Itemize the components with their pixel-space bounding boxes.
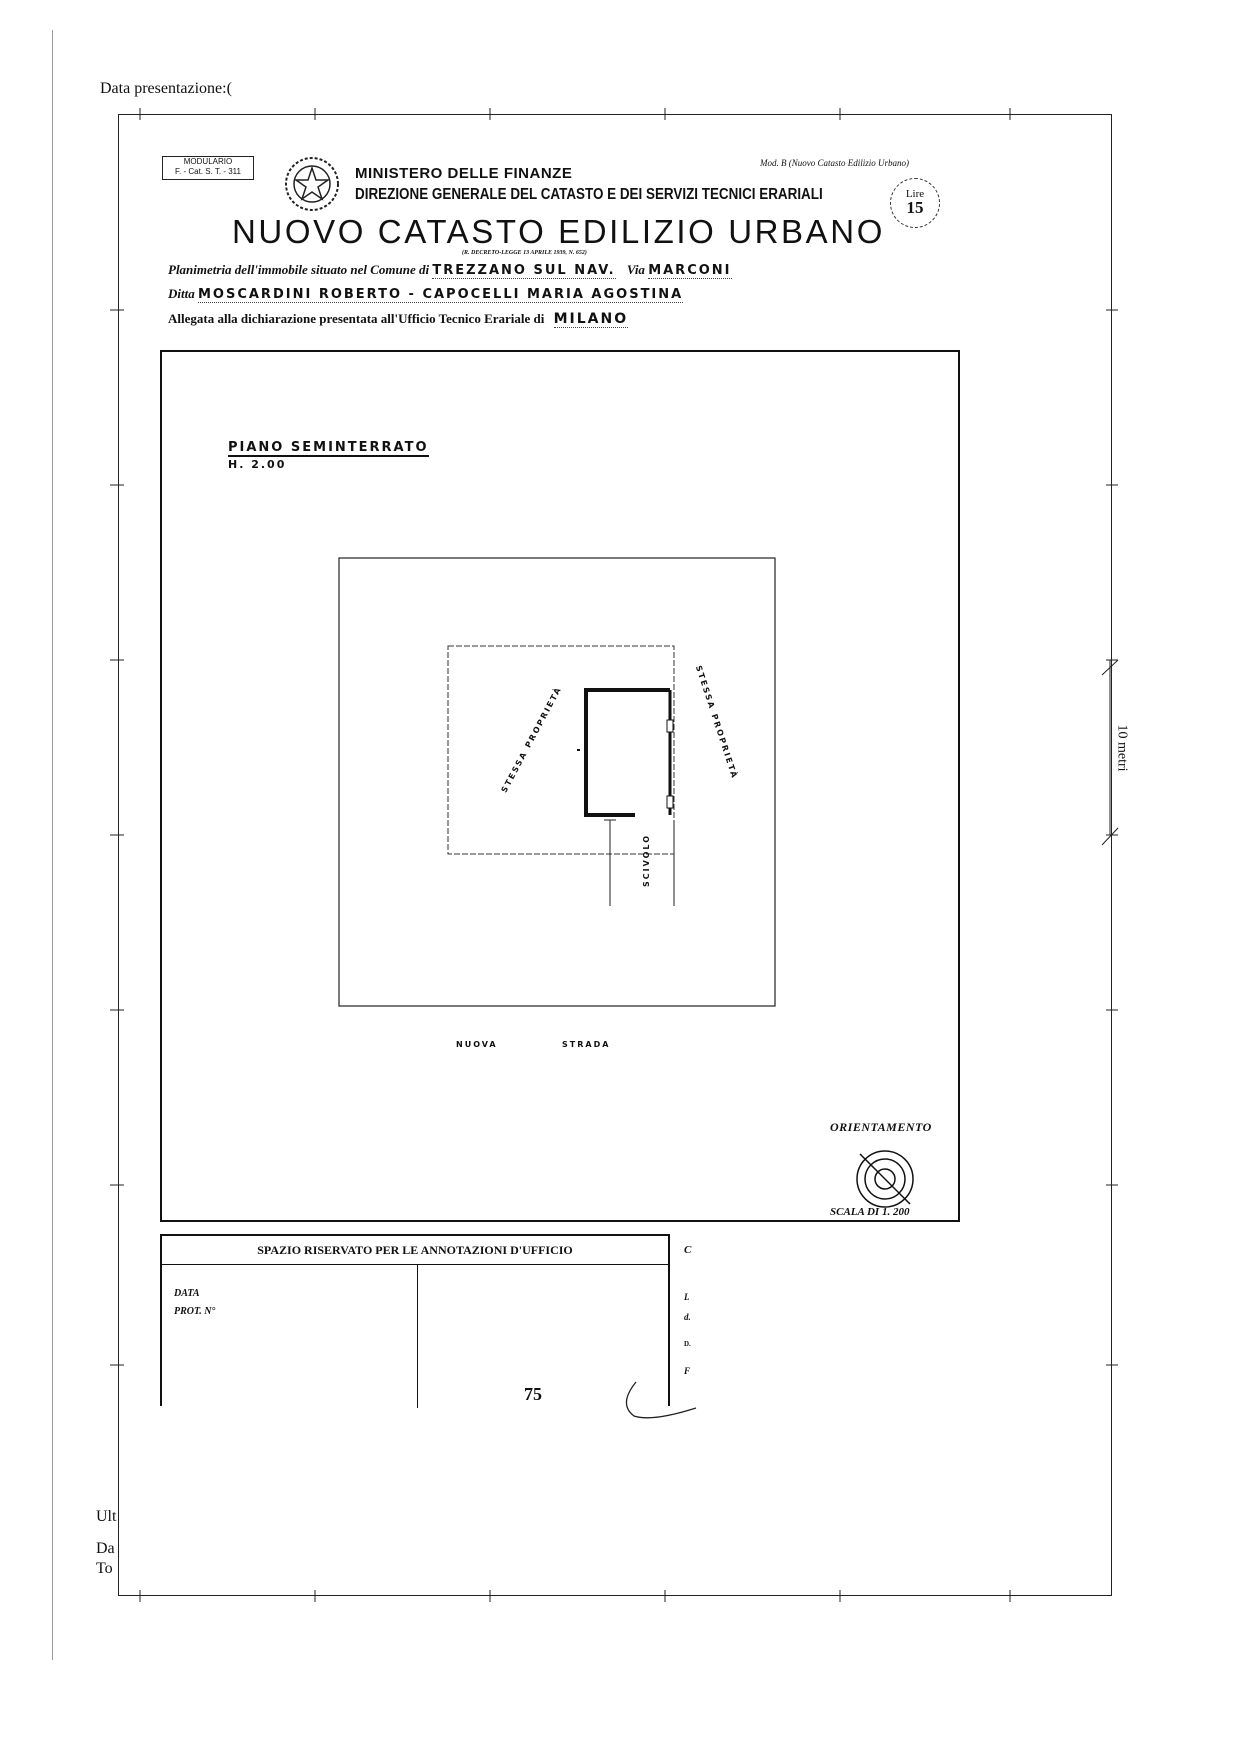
ditta-label: Ditta: [168, 286, 195, 301]
right-col-c: C: [684, 1244, 692, 1256]
signature-mark: [612, 1376, 702, 1436]
mod-b-label: Mod. B (Nuovo Catasto Edilizio Urbano): [760, 158, 909, 168]
annotazioni-table: [160, 1234, 670, 1406]
plan-frame: [160, 350, 960, 1222]
allegata-label: Allegata alla dichiarazione presentata all'Ufficio Tecnico Erariale di: [168, 311, 545, 326]
data-label: DATA: [174, 1288, 200, 1299]
stessa-proprieta-left: STESSA PROPRIETÀ: [499, 684, 564, 795]
strada-label: STRADA: [562, 1040, 611, 1049]
altezza-label: H. 2.00: [228, 458, 287, 471]
ufficio-value: MILANO: [553, 311, 629, 327]
modulario-label: MODULARIO: [183, 157, 233, 166]
right-col-d2: D.: [684, 1340, 691, 1348]
document-title: NUOVO CATASTO EDILIZIO URBANO: [232, 213, 885, 250]
planimetria-label: Planimetria dell'immobile situato nel Comune di: [168, 262, 430, 277]
orientamento-label: ORIENTAMENTO: [830, 1120, 932, 1134]
via-value: MARCONI: [648, 263, 732, 278]
planimetria-row: [168, 262, 732, 278]
lire-value: 15: [906, 198, 924, 217]
data-presentazione-label: Data presentazione:(: [100, 80, 232, 97]
footer-ult: Ult: [96, 1508, 117, 1525]
allegata-row: [168, 311, 628, 327]
right-col-d: d.: [684, 1312, 691, 1322]
nuova-label: NUOVA: [456, 1040, 498, 1049]
stamp-number: 75: [524, 1384, 542, 1404]
ministero-label: MINISTERO DELLE FINANZE: [355, 165, 573, 182]
republic-emblem-icon: [282, 154, 342, 214]
annotazioni-header: SPAZIO RISERVATO PER LE ANNOTAZIONI D'UFFICIO: [162, 1236, 668, 1265]
right-col-f: F: [684, 1366, 691, 1376]
footer-tot: To: [96, 1560, 113, 1577]
right-col-l: L: [684, 1292, 690, 1302]
prot-label: PROT. N°: [174, 1306, 216, 1317]
via-label: Via: [626, 262, 645, 277]
lire-label: Lire: [905, 188, 925, 200]
piano-label: PIANO SEMINTERRATO: [228, 440, 429, 455]
footer-dat: Da: [96, 1540, 115, 1557]
scivolo-label: SCIVOLO: [642, 833, 652, 888]
scala-label: SCALA DI 1. 200: [830, 1206, 910, 1218]
compass-icon: [850, 1144, 920, 1214]
annotazioni-divider: [417, 1264, 418, 1408]
comune-value: TREZZANO SUL NAV.: [432, 263, 616, 278]
lire-stamp: [890, 178, 940, 228]
scale-bar-label: 10 metri: [1114, 724, 1130, 772]
decreto-label: (R. DECRETO-LEGGE 13 APRILE 1939, N. 652): [462, 250, 587, 256]
modulario-box: [162, 156, 254, 180]
modulario-code: F. - Cat. S. T. - 311: [175, 167, 241, 176]
ditta-value: MOSCARDINI ROBERTO - CAPOCELLI MARIA AGOSTINA: [197, 287, 684, 302]
stessa-proprieta-right: STESSA PROPRIETÀ: [693, 664, 740, 781]
direzione-label: DIREZIONE GENERALE DEL CATASTO E DEI SERVIZI TECNICI ERARIALI: [355, 186, 823, 203]
ditta-row: [168, 286, 683, 302]
